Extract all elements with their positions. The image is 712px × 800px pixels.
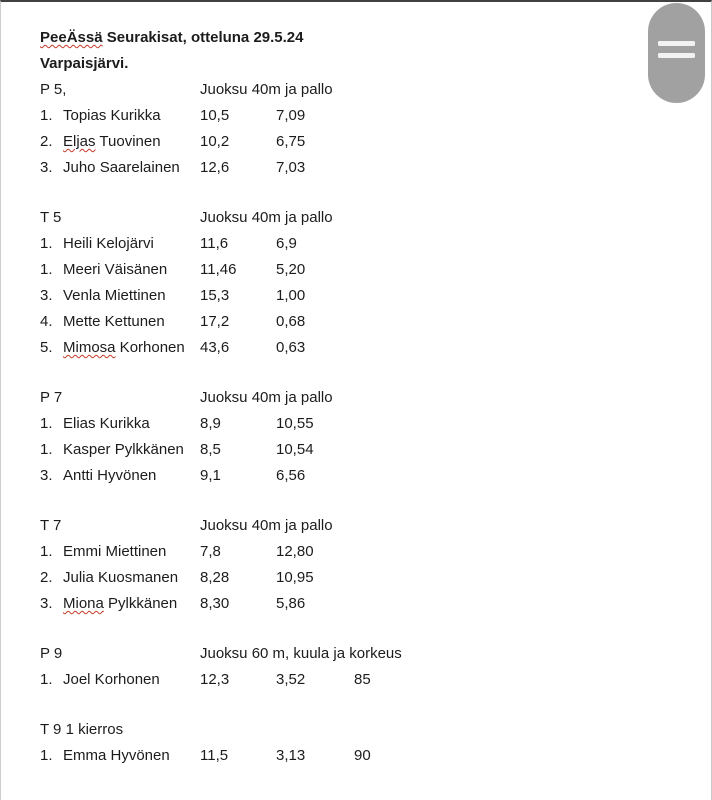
result-value-2: 0,63 [276, 339, 306, 356]
result-value-1: 8,30 [200, 595, 230, 612]
rank-number: 1. [40, 441, 53, 458]
section-events: Juoksu 40m ja pallo [200, 389, 333, 406]
rank-number: 5. [40, 339, 53, 356]
rank-number: 1. [40, 671, 53, 688]
section-label: P 5, [40, 81, 67, 98]
athlete-name [63, 411, 200, 437]
result-row [40, 335, 711, 361]
result-row [40, 591, 711, 617]
result-section [40, 205, 711, 361]
result-value-3 [354, 129, 711, 155]
result-value-3 [354, 411, 711, 437]
rank-number: 3. [40, 467, 53, 484]
menu-bar [658, 53, 695, 58]
rank-number: 1. [40, 415, 53, 432]
name-part: Topias Kurikka [63, 107, 161, 124]
result-value-2: 3,52 [276, 671, 306, 688]
result-value-1: 8,28 [200, 569, 230, 586]
result-value-1: 7,8 [200, 543, 221, 560]
result-value-3 [354, 463, 711, 489]
athlete-name [63, 309, 200, 335]
result-value-3 [354, 231, 711, 257]
section-label: P 7 [40, 389, 63, 406]
result-row [40, 743, 711, 769]
result-value-3 [354, 565, 711, 591]
result-value-1: 43,6 [200, 339, 230, 356]
result-row [40, 129, 711, 155]
title-misspelled-word: PeeÄssä [40, 29, 103, 46]
section-header [40, 717, 711, 743]
section-events: Juoksu 40m ja pallo [200, 209, 333, 226]
result-value-3 [354, 283, 711, 309]
name-part: Meeri Väisänen [63, 261, 168, 278]
result-value-2: 10,55 [276, 415, 314, 432]
athlete-name [63, 231, 200, 257]
result-value-1: 11,6 [200, 235, 229, 252]
result-value-2: 5,20 [276, 261, 306, 278]
name-part: Emmi Miettinen [63, 543, 167, 560]
result-section [40, 385, 711, 489]
result-value-2: 6,9 [276, 235, 297, 252]
section-label: T 7 [40, 517, 62, 534]
name-part: Tuovinen [95, 133, 161, 150]
result-value-1: 8,5 [200, 441, 221, 458]
athlete-name [63, 463, 200, 489]
rank-number: 1. [40, 747, 53, 764]
document-subtitle: Varpaisjärvi. [40, 55, 129, 72]
result-value-1: 12,3 [200, 671, 230, 688]
rank-number: 2. [40, 569, 53, 586]
athlete-name [63, 103, 200, 129]
result-value-2: 6,75 [276, 133, 306, 150]
name-misspelled-word: Eljas [63, 133, 96, 150]
rank-number: 1. [40, 235, 53, 252]
result-section [40, 513, 711, 617]
name-part: Juho Saarelainen [63, 159, 180, 176]
rank-number: 3. [40, 159, 53, 176]
name-part: Julia Kuosmanen [63, 569, 179, 586]
result-value-2: 7,09 [276, 107, 306, 124]
section-events [200, 717, 711, 743]
name-part: Korhonen [115, 339, 185, 356]
result-value-2: 0,68 [276, 313, 306, 330]
name-part: Venla Miettinen [63, 287, 166, 304]
result-value-2: 12,80 [276, 543, 314, 560]
section-events: Juoksu 40m ja pallo [200, 517, 333, 534]
result-value-1: 10,2 [200, 133, 230, 150]
result-value-3 [354, 437, 711, 463]
athlete-name [63, 565, 200, 591]
result-section [40, 717, 711, 769]
result-value-1: 15,3 [200, 287, 230, 304]
result-value-2: 1,00 [276, 287, 306, 304]
name-part: Elias Kurikka [63, 415, 150, 432]
result-row [40, 565, 711, 591]
result-row [40, 539, 711, 565]
athlete-name [63, 743, 200, 769]
title-rest: Seurakisat, otteluna 29.5.24 [102, 29, 304, 46]
rank-number: 1. [40, 261, 53, 278]
result-value-2: 5,86 [276, 595, 306, 612]
section-header [40, 385, 711, 411]
results-document [1, 2, 711, 769]
result-section [40, 77, 711, 181]
name-part: Mette Kettunen [63, 313, 165, 330]
result-row [40, 283, 711, 309]
result-row [40, 155, 711, 181]
result-value-2: 10,95 [276, 569, 314, 586]
result-row [40, 411, 711, 437]
section-header [40, 513, 711, 539]
name-part: Kasper Pylkkänen [63, 441, 184, 458]
section-header [40, 641, 711, 667]
menu-bar [658, 41, 695, 46]
result-value-1: 11,46 [200, 261, 237, 278]
athlete-name [63, 129, 200, 155]
section-label: T 5 [40, 209, 62, 226]
result-value-1: 12,6 [200, 159, 230, 176]
result-value-2: 10,54 [276, 441, 314, 458]
result-value-3 [354, 539, 711, 565]
section-events: Juoksu 60 m, kuula ja korkeus [200, 645, 402, 662]
result-row [40, 463, 711, 489]
rank-number: 3. [40, 287, 53, 304]
result-value-2: 3,13 [276, 747, 306, 764]
result-value-1: 9,1 [200, 467, 221, 484]
section-header [40, 77, 711, 103]
athlete-name [63, 335, 200, 361]
result-value-1: 8,9 [200, 415, 221, 432]
result-value-2: 6,56 [276, 467, 306, 484]
result-value-1: 10,5 [200, 107, 230, 124]
result-value-3 [354, 335, 711, 361]
name-part: Pylkkänen [103, 595, 178, 612]
menu-button[interactable] [648, 3, 705, 103]
name-part: Emma Hyvönen [63, 747, 170, 764]
result-section [40, 641, 711, 693]
result-value-3 [354, 309, 711, 335]
result-value-3: 90 [354, 747, 371, 764]
result-value-3: 85 [354, 671, 371, 688]
result-value-2: 7,03 [276, 159, 306, 176]
result-value-1: 11,5 [200, 747, 229, 764]
athlete-name [63, 155, 200, 181]
section-label: T 9 1 kierros [40, 721, 124, 738]
athlete-name [63, 591, 200, 617]
result-value-3 [354, 103, 711, 129]
document-title [40, 25, 711, 51]
result-row [40, 257, 711, 283]
name-misspelled-word: Mimosa [63, 339, 116, 356]
result-value-3 [354, 155, 711, 181]
results-sections [40, 77, 711, 769]
name-part: Antti Hyvönen [63, 467, 157, 484]
section-label: P 9 [40, 645, 63, 662]
result-row [40, 437, 711, 463]
athlete-name [63, 257, 200, 283]
result-row [40, 667, 711, 693]
athlete-name [63, 437, 200, 463]
rank-number: 3. [40, 595, 53, 612]
name-misspelled-word: Miona [63, 595, 104, 612]
result-value-3 [354, 257, 711, 283]
section-events: Juoksu 40m ja pallo [200, 81, 333, 98]
rank-number: 1. [40, 543, 53, 560]
result-row [40, 103, 711, 129]
result-value-1: 17,2 [200, 313, 230, 330]
athlete-name [63, 667, 200, 693]
rank-number: 1. [40, 107, 53, 124]
result-row [40, 309, 711, 335]
rank-number: 4. [40, 313, 53, 330]
athlete-name [63, 539, 200, 565]
rank-number: 2. [40, 133, 53, 150]
result-row [40, 231, 711, 257]
name-part: Joel Korhonen [63, 671, 160, 688]
result-value-3 [354, 591, 711, 617]
athlete-name [63, 283, 200, 309]
section-header [40, 205, 711, 231]
name-part: Heili Kelojärvi [63, 235, 154, 252]
